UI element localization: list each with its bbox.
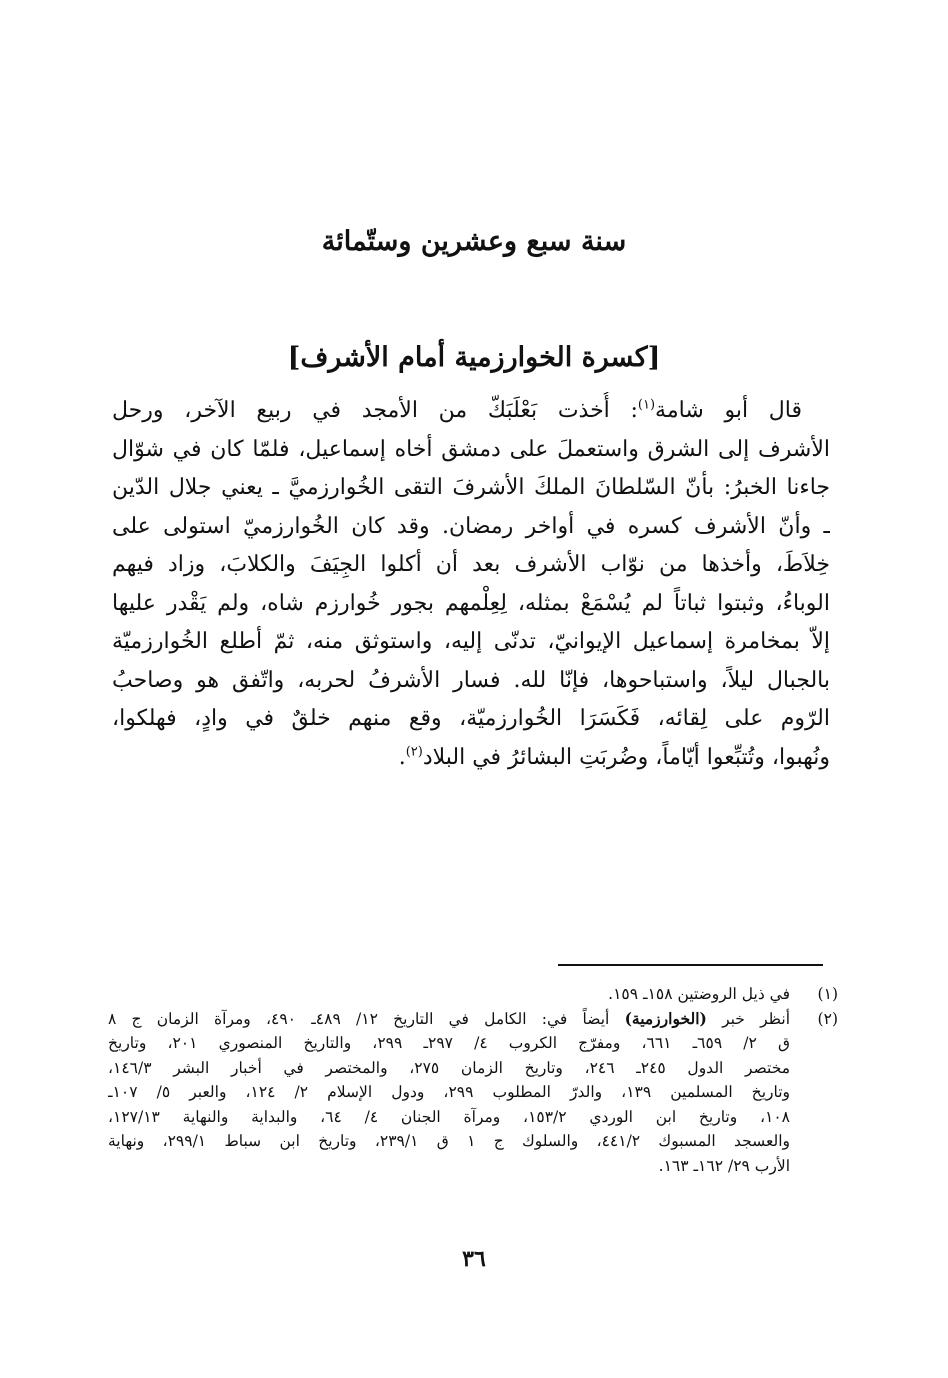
body-paragraph xyxy=(112,392,830,777)
body-text-segment: قال أبو شامة xyxy=(655,398,802,423)
chapter-title: سنة سبع وعشرين وستّمائة xyxy=(321,226,627,257)
footnote-number: (٢) xyxy=(817,1009,838,1028)
footnote-line: ق ٢/ ٦٥٩ـ ٦٦١، ومفرّج الكروب ٤/ ٢٩٧ـ ٢٩٩، والتاريخ المنصوري ٢٠١، وتاريخ xyxy=(108,1034,790,1052)
footnote-text-segment: أنظر خبر xyxy=(706,1009,790,1028)
footnote-line: مختصر الدول ٢٤٥ـ ٢٤٦، وتاريخ الزمان ٢٧٥، والمختصر في أخبار البشر ١٤٦/٣، xyxy=(108,1058,790,1077)
page-number: ٣٦ xyxy=(462,1246,486,1272)
body-line-7: إلاّ بمخامرة إسماعيل الإيوانيّ، تدنّى إليه، واستوثق منه، ثمّ أطلع الخُوارزميّة xyxy=(112,629,830,654)
footnote-line: والعسجد المسبوك ٤٤١/٢، والسلوك ج ١ ق ٢٣٩/١، وتاريخ ابن سباط ٢٩٩/١، ونهاية xyxy=(108,1132,790,1150)
footnote-ref-1: (١) xyxy=(637,397,656,413)
footnotes xyxy=(108,982,838,1178)
footnote-text xyxy=(108,982,790,1007)
body-line-2: الأشرف إلى الشرق واستعملَ على دمشق أخاه إسماعيل، فلمّا كان في شوّال xyxy=(112,436,830,462)
body-line-8: بالجبال ليلاً، واستباحوها، فإنّا لله. فسار الأشرفُ لحربه، واتّفق هو وصاحبُ xyxy=(112,667,830,693)
footnote-line: في ذيل الروضتين ١٥٨ـ ١٥٩. xyxy=(608,985,790,1003)
footnote-2 xyxy=(108,1007,838,1179)
footnote-line: الأرب ٢٩/ ١٦٢ـ ١٦٣. xyxy=(658,1156,790,1175)
footnote-line xyxy=(108,1007,790,1032)
body-text-segment: : أُخذت بَعْلَبَكّ من الأمجد في ربيع الآخر، ورحل xyxy=(112,398,638,423)
body-line-5: خِلاَطَ، وأخذها من نوّاب الأشرف بعد أن أكلوا الجِيَفَ والكلابَ، وزاد فيهم xyxy=(112,552,830,577)
body-line-10 xyxy=(112,739,830,778)
footnote-line: وتاريخ المسلمين ١٣٩، والدرّ المطلوب ٢٩٩، ودول الإسلام ٢/ ١٢٤، والعبر ٥/ ١٠٧ـ xyxy=(108,1083,790,1101)
body-line-4: ـ وأنّ الأشرف كسره في أواخر رمضان. وقد كان الخُوارزميّ استولى على xyxy=(112,513,830,539)
body-line-6: الوباءُ، وثبتوا ثباتاً لم يُسْمَعْ بمثله، لِعِلْمهم بجور خُوارزم شاه، ولم يَقْدر عليها xyxy=(112,590,830,616)
footnote-text xyxy=(108,1007,790,1179)
section-title: [كسرة الخوارزمية أمام الأشرف] xyxy=(287,342,661,373)
footnote-line: ١٠٨، وتاريخ ابن الوردي ١٥٣/٢، ومرآة الجنان ٤/ ٦٤، والبداية والنهاية ١٢٧/١٣، xyxy=(108,1107,790,1126)
footnote-1 xyxy=(108,982,838,1007)
body-text-segment: ونُهبوا، وتُتبِّعوا أيّاماً، وضُربَتِ البشائرُ في البلاد xyxy=(422,744,830,770)
footnote-ref-2: (٢) xyxy=(405,744,423,760)
body-line-9: الرّوم على لِقائه، فَكَسَرَا الخُوارزميّة، وقع منهم خلقٌ في وادٍ، فهلكوا، xyxy=(112,706,830,731)
body-text-segment: . xyxy=(398,744,406,770)
body-line-1 xyxy=(112,392,830,431)
body-line-3: جاءنا الخبرُ: بأنّ السّلطانَ الملكَ الأشرفَ التقى الخُوارزميَّ ـ يعني جلال الدّين xyxy=(112,475,830,500)
footnote-bold-term: (الخوارزمية) xyxy=(624,1008,707,1028)
footnote-divider xyxy=(558,964,823,966)
footnote-number: (١) xyxy=(817,985,838,1003)
footnote-text-segment: أيضاً في: الكامل في التاريخ ١٢/ ٤٨٩ـ ٤٩٠، ومرآة الزمان ج ٨ xyxy=(108,1009,625,1028)
